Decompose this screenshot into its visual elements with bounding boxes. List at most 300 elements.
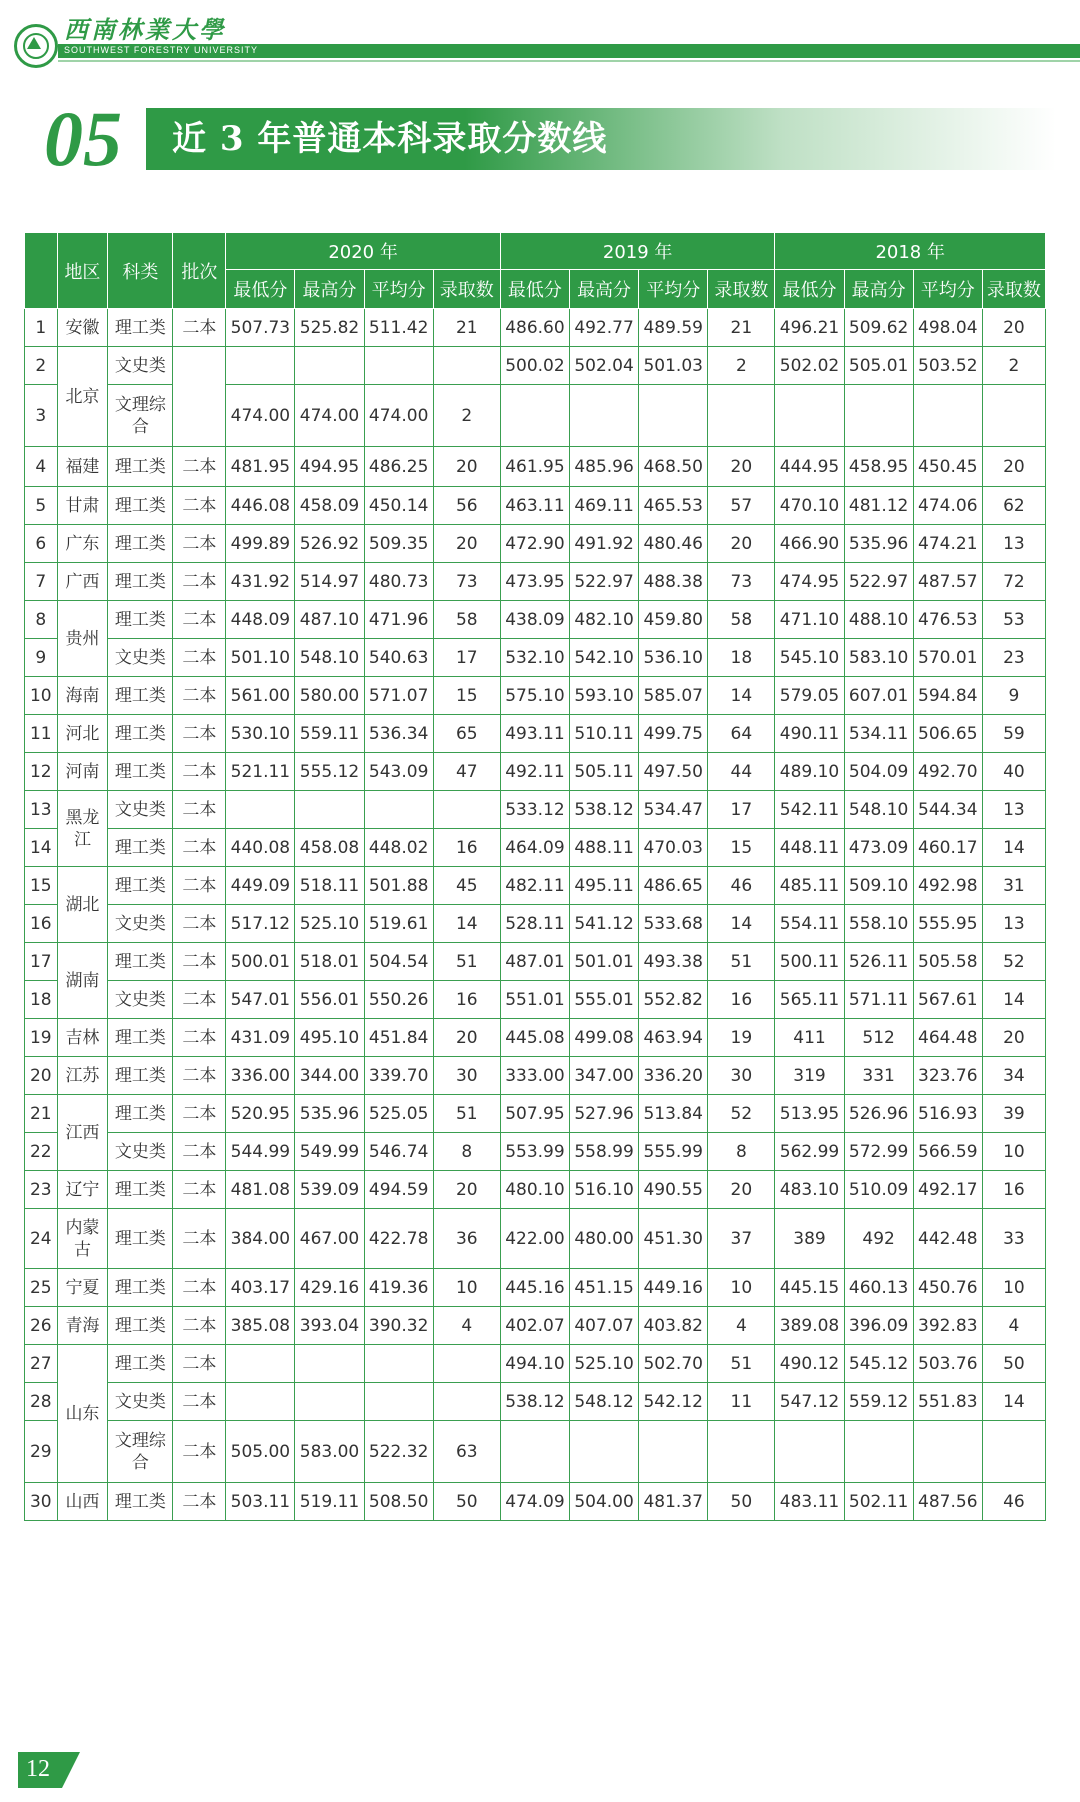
cell-count: 59	[982, 715, 1045, 753]
cell-subject: 文史类	[108, 347, 173, 385]
cell-count: 58	[708, 601, 775, 639]
cell-avg: 533.68	[639, 905, 708, 943]
cell-count	[982, 1421, 1045, 1483]
cell-avg: 503.52	[913, 347, 982, 385]
cell-count: 20	[708, 447, 775, 487]
cell-batch: 二本	[173, 1345, 226, 1383]
cell-subject: 文史类	[108, 791, 173, 829]
cell-count: 10	[982, 1269, 1045, 1307]
cell-min: 528.11	[500, 905, 569, 943]
subheader-0: 最低分	[500, 270, 569, 309]
table-row	[25, 601, 1046, 639]
cell-min: 481.95	[226, 447, 295, 487]
table-row	[25, 677, 1046, 715]
cell-avg: 519.61	[364, 905, 433, 943]
cell-avg	[639, 385, 708, 447]
subheader-3: 录取数	[982, 270, 1045, 309]
cell-count: 73	[433, 563, 500, 601]
cell-avg: 471.96	[364, 601, 433, 639]
cell-max: 467.00	[295, 1209, 364, 1269]
cell-count: 14	[982, 981, 1045, 1019]
cell-no: 23	[25, 1171, 58, 1209]
cell-min: 502.02	[775, 347, 844, 385]
cell-count: 10	[982, 1133, 1045, 1171]
cell-max: 482.10	[570, 601, 639, 639]
cell-max: 429.16	[295, 1269, 364, 1307]
header-subject: 科类	[108, 233, 173, 309]
cell-avg: 390.32	[364, 1307, 433, 1345]
cell-avg: 403.82	[639, 1307, 708, 1345]
table-row	[25, 1209, 1046, 1269]
cell-avg: 323.76	[913, 1057, 982, 1095]
cell-avg	[364, 791, 433, 829]
cell-count: 51	[708, 1345, 775, 1383]
cell-min: 319	[775, 1057, 844, 1095]
cell-avg: 450.45	[913, 447, 982, 487]
cell-no: 9	[25, 639, 58, 677]
cell-region: 北京	[57, 347, 108, 447]
cell-max: 526.11	[844, 943, 913, 981]
cell-avg: 504.54	[364, 943, 433, 981]
cell-avg	[364, 1383, 433, 1421]
cell-count: 8	[708, 1133, 775, 1171]
cell-min: 487.01	[500, 943, 569, 981]
cell-max: 535.96	[844, 525, 913, 563]
cell-count: 34	[982, 1057, 1045, 1095]
cell-max: 509.62	[844, 309, 913, 347]
cell-no: 29	[25, 1421, 58, 1483]
cell-max	[295, 791, 364, 829]
cell-avg: 566.59	[913, 1133, 982, 1171]
subheader-1: 最高分	[570, 270, 639, 309]
cell-region: 甘肃	[57, 487, 108, 525]
cell-avg: 555.95	[913, 905, 982, 943]
admission-score-table	[24, 232, 1046, 1521]
cell-batch: 二本	[173, 447, 226, 487]
cell-min: 389.08	[775, 1307, 844, 1345]
cell-min: 483.11	[775, 1483, 844, 1521]
cell-max: 548.10	[295, 639, 364, 677]
cell-min: 542.11	[775, 791, 844, 829]
cell-avg: 542.12	[639, 1383, 708, 1421]
cell-count: 13	[982, 905, 1045, 943]
cell-region: 河南	[57, 753, 108, 791]
cell-max: 488.10	[844, 601, 913, 639]
cell-avg: 492.70	[913, 753, 982, 791]
table-row	[25, 309, 1046, 347]
header-region: 地区	[57, 233, 108, 309]
cell-subject: 理工类	[108, 1483, 173, 1521]
cell-max: 519.11	[295, 1483, 364, 1521]
cell-avg: 451.30	[639, 1209, 708, 1269]
cell-avg: 502.70	[639, 1345, 708, 1383]
cell-count: 20	[982, 309, 1045, 347]
cell-batch: 二本	[173, 677, 226, 715]
cell-avg: 474.21	[913, 525, 982, 563]
cell-min	[226, 1383, 295, 1421]
cell-min: 551.01	[500, 981, 569, 1019]
cell-max	[570, 385, 639, 447]
cell-min: 505.00	[226, 1421, 295, 1483]
cell-max: 548.12	[570, 1383, 639, 1421]
cell-avg: 470.03	[639, 829, 708, 867]
cell-count: 33	[982, 1209, 1045, 1269]
table-row	[25, 867, 1046, 905]
cell-min: 517.12	[226, 905, 295, 943]
cell-subject: 理工类	[108, 1307, 173, 1345]
cell-no: 8	[25, 601, 58, 639]
cell-count: 50	[433, 1483, 500, 1521]
cell-count: 20	[982, 447, 1045, 487]
cell-avg: 392.83	[913, 1307, 982, 1345]
cell-count: 39	[982, 1095, 1045, 1133]
cell-min: 431.92	[226, 563, 295, 601]
cell-no: 20	[25, 1057, 58, 1095]
cell-count: 51	[433, 943, 500, 981]
cell-avg	[913, 385, 982, 447]
cell-min: 500.01	[226, 943, 295, 981]
cell-avg: 448.02	[364, 829, 433, 867]
cell-min: 561.00	[226, 677, 295, 715]
cell-count: 52	[708, 1095, 775, 1133]
cell-subject: 理工类	[108, 677, 173, 715]
cell-min: 438.09	[500, 601, 569, 639]
cell-batch: 二本	[173, 943, 226, 981]
cell-avg: 546.74	[364, 1133, 433, 1171]
cell-no: 10	[25, 677, 58, 715]
table-row	[25, 1095, 1046, 1133]
cell-min: 520.95	[226, 1095, 295, 1133]
cell-region: 湖南	[57, 943, 108, 1019]
cell-avg: 567.61	[913, 981, 982, 1019]
cell-max: 522.97	[570, 563, 639, 601]
cell-batch: 二本	[173, 753, 226, 791]
cell-batch: 二本	[173, 905, 226, 943]
cell-batch: 二本	[173, 563, 226, 601]
cell-max	[570, 1421, 639, 1483]
cell-min	[500, 385, 569, 447]
cell-batch: 二本	[173, 1095, 226, 1133]
cell-min: 500.02	[500, 347, 569, 385]
cell-count: 31	[982, 867, 1045, 905]
cell-subject: 理工类	[108, 1345, 173, 1383]
table-header-row	[25, 233, 1046, 270]
cell-count: 46	[982, 1483, 1045, 1521]
cell-min: 431.09	[226, 1019, 295, 1057]
cell-max: 495.11	[570, 867, 639, 905]
cell-max: 525.10	[570, 1345, 639, 1383]
cell-min: 463.11	[500, 487, 569, 525]
cell-max: 535.96	[295, 1095, 364, 1133]
cell-region: 内蒙古	[57, 1209, 108, 1269]
cell-region: 海南	[57, 677, 108, 715]
cell-min: 501.10	[226, 639, 295, 677]
table-row	[25, 447, 1046, 487]
cell-max: 555.12	[295, 753, 364, 791]
cell-max: 502.11	[844, 1483, 913, 1521]
cell-min: 494.10	[500, 1345, 569, 1383]
cell-min: 544.99	[226, 1133, 295, 1171]
cell-max: 555.01	[570, 981, 639, 1019]
cell-count: 17	[708, 791, 775, 829]
cell-subject: 理工类	[108, 715, 173, 753]
cell-avg: 522.32	[364, 1421, 433, 1483]
cell-max: 541.12	[570, 905, 639, 943]
table-row	[25, 1421, 1046, 1483]
cell-count: 20	[708, 1171, 775, 1209]
university-logo-icon	[14, 24, 58, 68]
cell-no: 27	[25, 1345, 58, 1383]
cell-max	[295, 1383, 364, 1421]
cell-batch: 二本	[173, 829, 226, 867]
cell-subject: 理工类	[108, 563, 173, 601]
cell-max: 505.01	[844, 347, 913, 385]
cell-count: 17	[433, 639, 500, 677]
cell-avg: 476.53	[913, 601, 982, 639]
cell-min: 496.21	[775, 309, 844, 347]
cell-min: 448.11	[775, 829, 844, 867]
cell-no: 24	[25, 1209, 58, 1269]
cell-count: 37	[708, 1209, 775, 1269]
cell-min: 547.12	[775, 1383, 844, 1421]
cell-min: 500.11	[775, 943, 844, 981]
cell-count: 30	[708, 1057, 775, 1095]
cell-avg: 501.88	[364, 867, 433, 905]
cell-max: 572.99	[844, 1133, 913, 1171]
cell-batch: 二本	[173, 1383, 226, 1421]
cell-count: 51	[433, 1095, 500, 1133]
cell-min: 464.09	[500, 829, 569, 867]
cell-max: 548.10	[844, 791, 913, 829]
cell-max: 559.12	[844, 1383, 913, 1421]
cell-min: 384.00	[226, 1209, 295, 1269]
cell-max: 558.99	[570, 1133, 639, 1171]
cell-max: 534.11	[844, 715, 913, 753]
cell-subject: 文史类	[108, 905, 173, 943]
cell-count: 53	[982, 601, 1045, 639]
cell-max: 527.96	[570, 1095, 639, 1133]
subheader-2: 平均分	[913, 270, 982, 309]
cell-min	[226, 347, 295, 385]
cell-avg	[364, 347, 433, 385]
cell-avg: 486.25	[364, 447, 433, 487]
cell-count: 14	[708, 905, 775, 943]
cell-count: 20	[433, 447, 500, 487]
cell-count: 14	[433, 905, 500, 943]
cell-region: 山东	[57, 1345, 108, 1483]
cell-batch: 二本	[173, 1171, 226, 1209]
table-row	[25, 1171, 1046, 1209]
cell-avg: 594.84	[913, 677, 982, 715]
cell-count: 14	[982, 1383, 1045, 1421]
cell-min: 507.95	[500, 1095, 569, 1133]
cell-count: 4	[433, 1307, 500, 1345]
cell-count: 51	[708, 943, 775, 981]
cell-min: 485.11	[775, 867, 844, 905]
cell-min: 575.10	[500, 677, 569, 715]
cell-no: 30	[25, 1483, 58, 1521]
cell-region: 吉林	[57, 1019, 108, 1057]
cell-max: 542.10	[570, 639, 639, 677]
cell-batch: 二本	[173, 1421, 226, 1483]
cell-max: 495.10	[295, 1019, 364, 1057]
cell-count: 15	[433, 677, 500, 715]
cell-subject: 理工类	[108, 447, 173, 487]
cell-subject: 理工类	[108, 1269, 173, 1307]
cell-min	[500, 1421, 569, 1483]
cell-max: 522.97	[844, 563, 913, 601]
cell-max: 545.12	[844, 1345, 913, 1383]
cell-subject: 理工类	[108, 753, 173, 791]
cell-max: 485.96	[570, 447, 639, 487]
cell-batch: 二本	[173, 639, 226, 677]
cell-max: 331	[844, 1057, 913, 1095]
cell-no: 28	[25, 1383, 58, 1421]
header-batch: 批次	[173, 233, 226, 309]
cell-avg: 449.16	[639, 1269, 708, 1307]
cell-avg: 487.57	[913, 563, 982, 601]
cell-avg: 513.84	[639, 1095, 708, 1133]
table-row	[25, 1307, 1046, 1345]
cell-no: 5	[25, 487, 58, 525]
cell-max: 556.01	[295, 981, 364, 1019]
cell-max: 583.10	[844, 639, 913, 677]
cell-max: 491.92	[570, 525, 639, 563]
table-row	[25, 1269, 1046, 1307]
cell-min: 445.15	[775, 1269, 844, 1307]
cell-min: 449.09	[226, 867, 295, 905]
cell-avg: 459.80	[639, 601, 708, 639]
cell-avg: 487.56	[913, 1483, 982, 1521]
cell-count: 8	[433, 1133, 500, 1171]
cell-max: 580.00	[295, 677, 364, 715]
cell-count	[433, 1383, 500, 1421]
cell-avg: 422.78	[364, 1209, 433, 1269]
cell-count: 21	[708, 309, 775, 347]
cell-region: 贵州	[57, 601, 108, 677]
cell-min: 490.12	[775, 1345, 844, 1383]
cell-min: 507.73	[226, 309, 295, 347]
cell-count: 64	[708, 715, 775, 753]
cell-count: 11	[708, 1383, 775, 1421]
cell-min: 445.16	[500, 1269, 569, 1307]
cell-no: 2	[25, 347, 58, 385]
header-year-2019: 2019 年	[500, 233, 775, 270]
cell-avg: 550.26	[364, 981, 433, 1019]
cell-count: 62	[982, 487, 1045, 525]
cell-max: 473.09	[844, 829, 913, 867]
cell-min: 470.10	[775, 487, 844, 525]
cell-region: 安徽	[57, 309, 108, 347]
cell-max: 525.10	[295, 905, 364, 943]
cell-min: 521.11	[226, 753, 295, 791]
cell-max: 487.10	[295, 601, 364, 639]
cell-min: 385.08	[226, 1307, 295, 1345]
cell-avg: 486.65	[639, 867, 708, 905]
header-line	[58, 60, 1080, 62]
cell-avg: 480.46	[639, 525, 708, 563]
cell-count: 19	[708, 1019, 775, 1057]
cell-count: 44	[708, 753, 775, 791]
cell-count: 45	[433, 867, 500, 905]
cell-region: 青海	[57, 1307, 108, 1345]
cell-max: 344.00	[295, 1057, 364, 1095]
cell-max: 407.07	[570, 1307, 639, 1345]
table-row	[25, 1345, 1046, 1383]
table-row	[25, 563, 1046, 601]
cell-avg: 465.53	[639, 487, 708, 525]
cell-avg: 570.01	[913, 639, 982, 677]
cell-count	[708, 1421, 775, 1483]
cell-min: 579.05	[775, 677, 844, 715]
cell-min: 333.00	[500, 1057, 569, 1095]
cell-count: 20	[708, 525, 775, 563]
cell-min: 513.95	[775, 1095, 844, 1133]
cell-min: 472.90	[500, 525, 569, 563]
cell-avg: 450.76	[913, 1269, 982, 1307]
cell-max: 494.95	[295, 447, 364, 487]
section-number: 05	[44, 95, 122, 182]
cell-count: 14	[982, 829, 1045, 867]
cell-subject: 理工类	[108, 487, 173, 525]
cell-min: 402.07	[500, 1307, 569, 1345]
cell-max: 526.92	[295, 525, 364, 563]
header-year-2018: 2018 年	[775, 233, 1046, 270]
cell-min: 440.08	[226, 829, 295, 867]
cell-count: 18	[708, 639, 775, 677]
cell-batch: 二本	[173, 309, 226, 347]
cell-max: 583.00	[295, 1421, 364, 1483]
cell-avg: 516.93	[913, 1095, 982, 1133]
cell-subject: 理工类	[108, 309, 173, 347]
cell-min: 480.10	[500, 1171, 569, 1209]
cell-avg: 464.48	[913, 1019, 982, 1057]
cell-min: 403.17	[226, 1269, 295, 1307]
cell-subject: 理工类	[108, 829, 173, 867]
cell-region: 江苏	[57, 1057, 108, 1095]
cell-avg: 540.63	[364, 639, 433, 677]
cell-min: 482.11	[500, 867, 569, 905]
cell-max: 347.00	[570, 1057, 639, 1095]
cell-min	[775, 1421, 844, 1483]
cell-min: 474.95	[775, 563, 844, 601]
cell-max: 480.00	[570, 1209, 639, 1269]
cell-count: 46	[708, 867, 775, 905]
cell-avg: 488.38	[639, 563, 708, 601]
cell-region: 广东	[57, 525, 108, 563]
cell-count	[433, 791, 500, 829]
cell-min	[226, 791, 295, 829]
cell-min: 532.10	[500, 639, 569, 677]
cell-min: 503.11	[226, 1483, 295, 1521]
cell-avg: 505.58	[913, 943, 982, 981]
cell-count: 58	[433, 601, 500, 639]
cell-max: 559.11	[295, 715, 364, 753]
table-row	[25, 791, 1046, 829]
cell-min: 486.60	[500, 309, 569, 347]
cell-max: 518.11	[295, 867, 364, 905]
cell-count: 52	[982, 943, 1045, 981]
cell-no: 13	[25, 791, 58, 829]
cell-avg: 474.06	[913, 487, 982, 525]
cell-count: 10	[433, 1269, 500, 1307]
cell-no: 17	[25, 943, 58, 981]
cell-subject: 理工类	[108, 1171, 173, 1209]
cell-min: 445.08	[500, 1019, 569, 1057]
table-row	[25, 753, 1046, 791]
table-row	[25, 1057, 1046, 1095]
cell-max: 539.09	[295, 1171, 364, 1209]
